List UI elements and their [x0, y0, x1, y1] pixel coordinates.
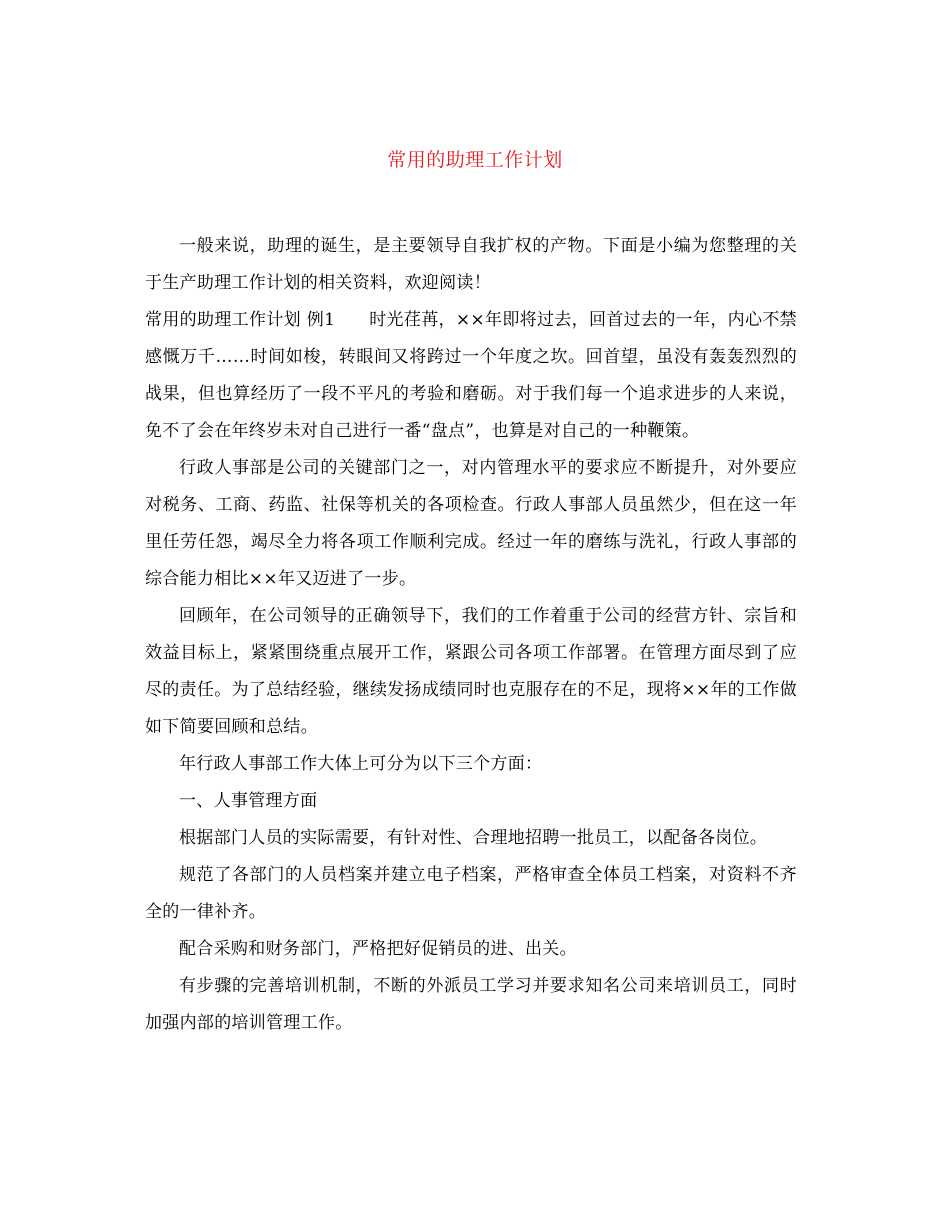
paragraph-recruitment: 根据部门人员的实际需要，有针对性、合理地招聘一批员工，以配备各岗位。 [179, 828, 768, 848]
document-title: 常用的助理工作计划 [387, 149, 563, 171]
paragraph-work-aspects: 年行政人事部工作大体上可分为以下三个方面： [179, 754, 543, 774]
document-page [145, 0, 797, 1230]
paragraph-training: 有步骤的完善培训机制，不断的外派员工学习并要求知名公司来培训员工，同时加强内部的培训管理工作。 [145, 976, 797, 1033]
section-heading-personnel: 一、人事管理方面 [179, 791, 318, 811]
paragraph-promoters: 配合采购和财务部门，严格把好促销员的进、出关。 [179, 939, 577, 959]
paragraph-archives: 规范了各部门的人员档案并建立电子档案，严格审查全体员工档案，对资料不齐全的一律补齐。 [145, 865, 797, 922]
intro-paragraph: 一般来说，助理的诞生，是主要领导自我扩权的产物。下面是小编为您整理的关于生产助理工作计划的相关资料，欢迎阅读！ [145, 236, 797, 293]
example-heading: 常用的助理工作计划 例1 [145, 310, 336, 330]
document-body [145, 228, 797, 1042]
paragraph-department-role: 行政人事部是公司的关键部门之一，对内管理水平的要求应不断提升，对外要应对税务、工商、药监、社保等机关的各项检查。行政人事部人员虽然少，但在这一年里任劳任怨，竭尽全力将各项工作顺利完成。经过一年的磨练与洗礼，行政人事部的综合能力相比××年又迈进了一步。 [145, 458, 797, 589]
paragraph-annual-review: 回顾年，在公司领导的正确领导下，我们的工作着重于公司的经营方针、宗旨和效益目标上，紧紧围绕重点展开工作，紧跟公司各项工作部署。在管理方面尽到了应尽的责任。为了总结经验，继续发扬成绩同时也克服存在的不足，现将××年的工作做如下简要回顾和总结。 [145, 606, 797, 737]
example-text: 时光荏苒，××年即将过去，回首过去的一年，内心不禁感慨万千……时间如梭，转眼间又将跨过一个年度之坎。回首望，虽没有轰轰烈烈的战果，但也算经历了一段不平凡的考验和磨砺。对于我们每一个追求进步的人来说，免不了会在年终岁未对自己进行一番“盘点”，也算是对自己的一种鞭策。 [145, 310, 797, 441]
example-paragraph [145, 302, 797, 450]
